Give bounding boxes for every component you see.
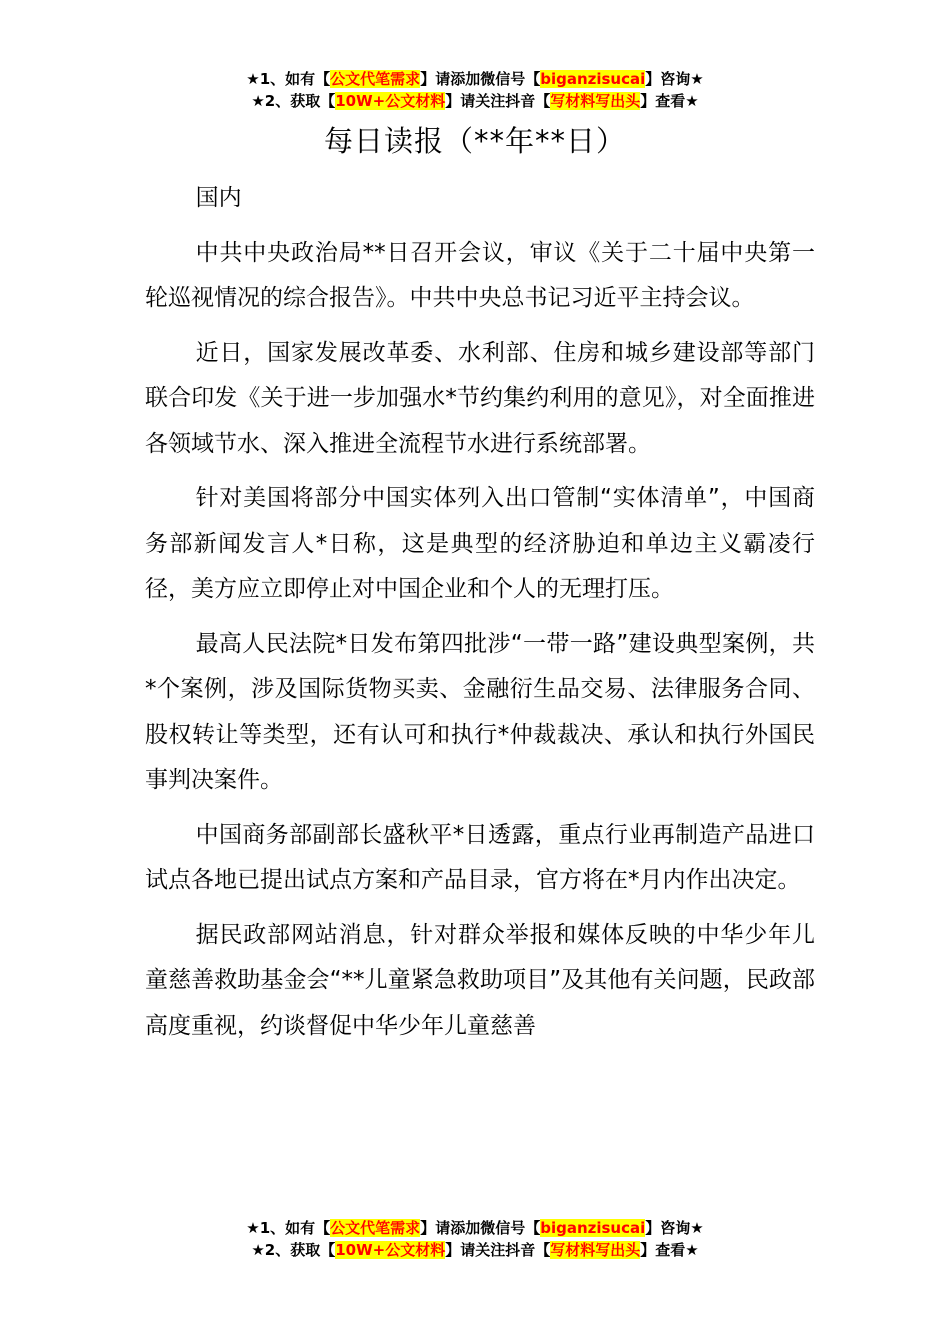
banner-text: ★1、如有【 (246, 70, 331, 88)
banner-text: ★2、获取【 (251, 1241, 336, 1259)
banner-highlight: 公文代笔需求 (330, 1219, 421, 1237)
news-paragraph: 中共中央政治局**日召开会议，审议《关于二十届中央第一轮巡视情况的综合报告》。中共中央总书记习近平主持会议。 (145, 239, 815, 311)
banner-text: 】咨询★ (645, 70, 704, 88)
banner-highlight: 10W+公文材料 (335, 92, 446, 110)
banner-text: 】请添加微信号【 (420, 70, 541, 88)
banner-highlight: biganzisucai (540, 1219, 646, 1237)
banner-highlight: 10W+公文材料 (335, 1241, 446, 1259)
banner-text: ★2、获取【 (251, 92, 336, 110)
news-paragraph: 中国商务部副部长盛秋平*日透露，重点行业再制造产品进口试点各地已提出试点方案和产品目录，官方将在*月内作出决定。 (145, 821, 815, 893)
banner-text: ★1、如有【 (246, 1219, 331, 1237)
news-paragraph: 近日，国家发展改革委、水利部、住房和城乡建设部等部门联合印发《关于进一步加强水*节约集约利用的意见》，对全面推进各领域节水、深入推进全流程节水进行系统部署。 (145, 339, 815, 457)
banner-text: 】请关注抖音【 (445, 1241, 551, 1259)
banner-text: 】请关注抖音【 (445, 92, 551, 110)
bottom-banner (0, 1217, 950, 1261)
news-paragraph: 据民政部网站消息，针对群众举报和媒体反映的中华少年儿童慈善救助基金会“**儿童紧急救助项目”及其他有关问题，民政部高度重视，约谈督促中华少年儿童慈善 (145, 921, 815, 1039)
banner-highlight: 写材料写出头 (550, 92, 641, 110)
banner-line-2 (0, 90, 950, 112)
news-paragraph: 最高人民法院*日发布第四批涉“一带一路”建设典型案例，共*个案例，涉及国际货物买卖、金融衍生品交易、法律服务合同、股权转让等类型，还有认可和执行*仲裁裁决、承认和执行外国民事判决案件。 (145, 630, 815, 793)
banner-text: 】查看★ (640, 1241, 699, 1259)
banner-highlight: biganzisucai (540, 70, 646, 88)
top-banner (0, 68, 950, 112)
banner-highlight: 公文代笔需求 (330, 70, 421, 88)
document-title: 每日读报（**年**日） (323, 124, 626, 158)
section-heading: 国内 (195, 185, 242, 211)
banner-line-1 (0, 68, 950, 90)
document-body (145, 176, 815, 1058)
banner-text: 】请添加微信号【 (420, 1219, 541, 1237)
banner-text: 】咨询★ (645, 1219, 704, 1237)
banner-highlight: 写材料写出头 (550, 1241, 641, 1259)
news-paragraph: 针对美国将部分中国实体列入出口管制“实体清单”，中国商务部新闻发言人*日称，这是典型的经济胁迫和单边主义霸凌行径，美方应立即停止对中国企业和个人的无理打压。 (145, 485, 815, 602)
banner-line-2 (0, 1239, 950, 1261)
banner-line-1 (0, 1217, 950, 1239)
banner-text: 】查看★ (640, 92, 699, 110)
